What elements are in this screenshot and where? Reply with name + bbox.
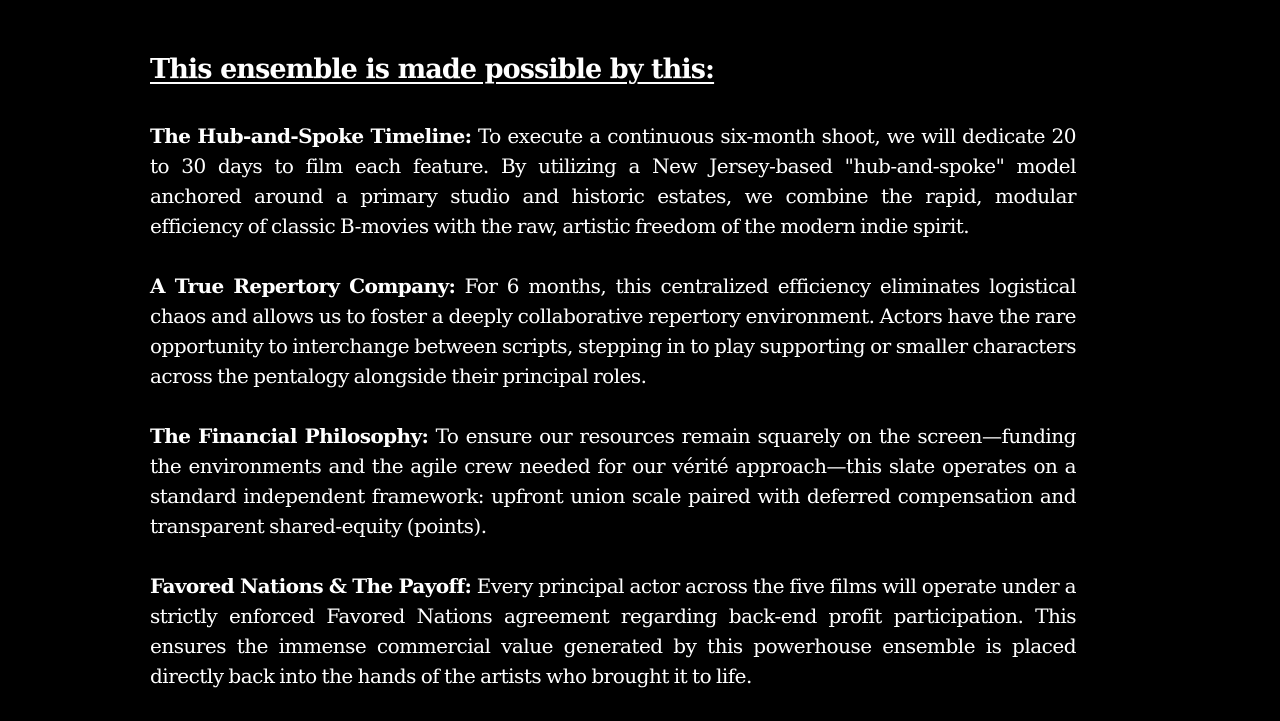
section-body: To ensure our resources remain squarely on the screen—funding the environments and the agile crew needed for our vérité approach—this slate operates on a standard independent framework: upfront union scale paired with deferred compensation and transparent shared-equity (points). — [150, 424, 1076, 538]
slide — [150, 50, 1076, 721]
section-body: To execute a continuous six-month shoot, we will dedicate 20 to 30 days to film each feature. By utilizing a New Jersey-based "hub-and-spoke" model anchored around a primary studio and historic estates, we combine the rapid, modular efficiency of classic B-movies with the raw, artistic freedom of the modern indie spirit. — [150, 124, 1076, 238]
page-title: This ensemble is made possible by this: — [150, 54, 715, 85]
section-repertory-company — [150, 271, 1076, 391]
section-heading: A True Repertory Company: — [150, 274, 456, 298]
section-hub-and-spoke — [150, 121, 1076, 241]
section-body: For 6 months, this centralized efficiency eliminates logistical chaos and allows us to foster a deeply collaborative repertory environment. Actors have the rare opportunity to interchange between scripts, stepping in to play supporting or smaller characters across the pentalogy alongside their principal roles. — [150, 274, 1076, 388]
section-favored-nations — [150, 571, 1076, 691]
section-financial-philosophy — [150, 421, 1076, 541]
section-body: Every principal actor across the five films will operate under a strictly enforced Favored Nations agreement regarding back-end profit participation. This ensures the immense commercial value generated by this powerhouse ensemble is placed directly back into the hands of the artists who brought it to life. — [150, 574, 1076, 688]
section-heading: Favored Nations & The Payoff: — [150, 574, 472, 598]
section-heading: The Hub-and-Spoke Timeline: — [150, 124, 472, 148]
section-heading: The Financial Philosophy: — [150, 424, 429, 448]
